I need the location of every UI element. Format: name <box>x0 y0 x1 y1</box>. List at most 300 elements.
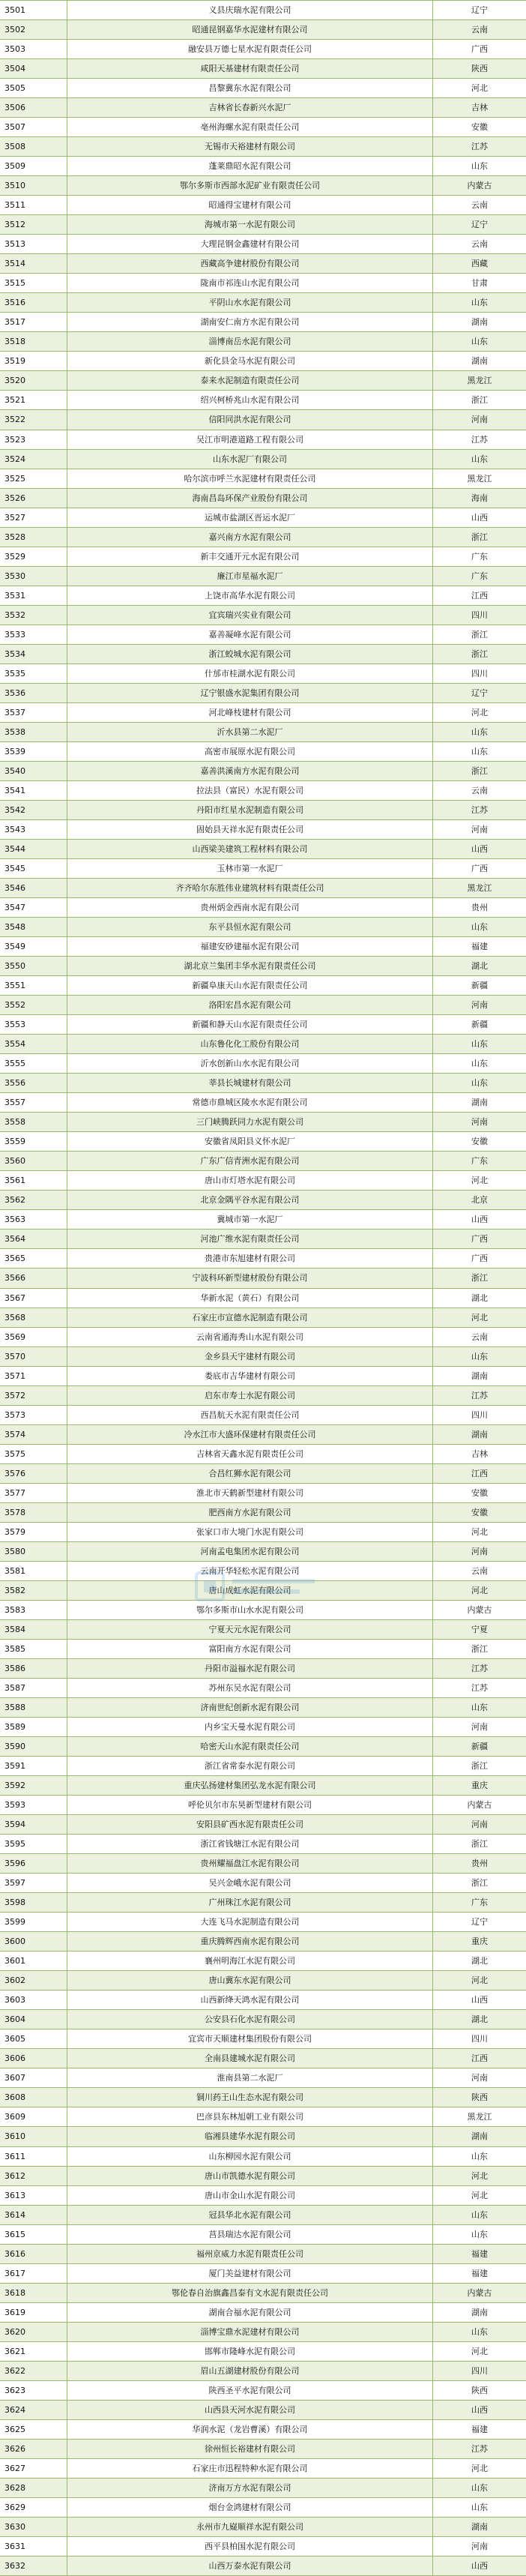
company-name: 无锡市天裕建材有限公司 <box>67 137 433 157</box>
row-number: 3585 <box>0 1640 67 1659</box>
row-number: 3622 <box>0 2362 67 2381</box>
company-name: 华新水泥（黄石）有限公司 <box>67 1289 433 1308</box>
row-number: 3572 <box>0 1386 67 1406</box>
province: 山西 <box>433 2401 526 2420</box>
row-number: 3528 <box>0 528 67 547</box>
company-name: 淄博宝鼎水泥建材有限公司 <box>67 2323 433 2342</box>
province: 浙江 <box>433 1874 526 1893</box>
province: 山西 <box>433 1210 526 1230</box>
company-name: 吴兴金峨水泥有限公司 <box>67 1874 433 1893</box>
province: 新疆 <box>433 1015 526 1035</box>
province: 湖南 <box>433 1093 526 1113</box>
province: 河北 <box>433 1581 526 1601</box>
province: 新疆 <box>433 976 526 996</box>
province: 河南 <box>433 2068 526 2088</box>
province: 山东 <box>433 2479 526 2498</box>
province: 湖北 <box>433 1289 526 1308</box>
province: 浙江 <box>433 1640 526 1659</box>
row-number: 3559 <box>0 1132 67 1152</box>
row-number: 3627 <box>0 2459 67 2479</box>
row-number: 3584 <box>0 1620 67 1640</box>
company-name: 襄州明海江水泥有限公司 <box>67 1951 433 1971</box>
company-name: 玉林市第一水泥厂 <box>67 859 433 879</box>
province: 广东 <box>433 1893 526 1913</box>
province: 甘肃 <box>433 274 526 293</box>
province: 陕西 <box>433 2381 526 2401</box>
province: 河南 <box>433 820 526 840</box>
province: 河北 <box>433 1171 526 1191</box>
province: 辽宁 <box>433 1 526 20</box>
company-name: 重庆弘扬建材集团弘龙水泥有限公司 <box>67 1776 433 1796</box>
company-name: 海城市第一水泥有限公司 <box>67 215 433 235</box>
province: 江苏 <box>433 1679 526 1698</box>
company-name: 昭通昆钢嘉华水泥建材有限公司 <box>67 20 433 40</box>
province: 山西 <box>433 1990 526 2010</box>
company-name: 陕西圣平水泥有限公司 <box>67 2381 433 2401</box>
company-name: 吉林省天鑫水泥有限责任公司 <box>67 1445 433 1464</box>
province: 湖南 <box>433 2518 526 2537</box>
province: 河北 <box>433 1971 526 1990</box>
company-name: 亳州海螺水泥有限责任公司 <box>67 118 433 137</box>
row-number: 3579 <box>0 1523 67 1542</box>
row-number: 3549 <box>0 937 67 957</box>
row-number: 3530 <box>0 567 67 586</box>
company-name: 山西万泰水泥有限公司 <box>67 2557 433 2576</box>
row-number: 3537 <box>0 703 67 723</box>
province: 广西 <box>433 1230 526 1249</box>
province: 江西 <box>433 1464 526 1484</box>
province: 重庆 <box>433 1932 526 1951</box>
province: 四川 <box>433 606 526 625</box>
province: 湖南 <box>433 1367 526 1386</box>
company-name: 丹阳市红星水泥制造有限公司 <box>67 801 433 820</box>
row-number: 3608 <box>0 2088 67 2107</box>
company-name: 海南昌岛环保产业股份有限公司 <box>67 489 433 508</box>
province: 浙江 <box>433 528 526 547</box>
row-number: 3595 <box>0 1835 67 1854</box>
company-name: 东平县恒水泥有限公司 <box>67 918 433 937</box>
province: 山东 <box>433 2498 526 2518</box>
province: 河南 <box>433 1542 526 1562</box>
row-number: 3531 <box>0 586 67 606</box>
province: 黑龙江 <box>433 469 526 489</box>
company-name: 临湘县建华水泥有限公司 <box>67 2127 433 2146</box>
company-name: 淮北市天鹤新型建材有限公司 <box>67 1484 433 1503</box>
row-number: 3600 <box>0 1932 67 1951</box>
province: 河北 <box>433 79 526 98</box>
province: 安徽 <box>433 118 526 137</box>
province: 山东 <box>433 1035 526 1054</box>
company-name: 河南孟电集团水泥有限公司 <box>67 1542 433 1562</box>
company-name: 什邡市桂湖水泥有限公司 <box>67 664 433 684</box>
province: 山东 <box>433 1074 526 1093</box>
company-name: 福建安砂建福水泥有限公司 <box>67 937 433 957</box>
province: 辽宁 <box>433 215 526 235</box>
company-name: 西昌航天水泥有限责任公司 <box>67 1406 433 1425</box>
row-number: 3619 <box>0 2303 67 2323</box>
row-number: 3610 <box>0 2127 67 2146</box>
province: 山东 <box>433 332 526 352</box>
row-number: 3623 <box>0 2381 67 2401</box>
row-number: 3605 <box>0 2029 67 2049</box>
province: 江西 <box>433 586 526 606</box>
row-number: 3554 <box>0 1035 67 1054</box>
row-number: 3512 <box>0 215 67 235</box>
company-name: 唐山市凯德水泥有限公司 <box>67 2167 433 2186</box>
province: 内蒙古 <box>433 2284 526 2303</box>
row-number: 3542 <box>0 801 67 820</box>
province: 吉林 <box>433 98 526 118</box>
row-number: 3532 <box>0 606 67 625</box>
company-name: 华润水泥（龙岩曹溪）有限公司 <box>67 2420 433 2440</box>
company-name: 山东柳园水泥有限公司 <box>67 2147 433 2167</box>
company-name: 嘉兴南方水泥有限公司 <box>67 528 433 547</box>
company-name: 济南万方水泥有限公司 <box>67 2479 433 2498</box>
province: 河北 <box>433 1308 526 1328</box>
row-number: 3624 <box>0 2401 67 2420</box>
company-name: 淮南县第二水泥厂 <box>67 2068 433 2088</box>
company-name: 信阳同洪水泥有限公司 <box>67 410 433 430</box>
province: 四川 <box>433 2362 526 2381</box>
company-name: 唐山冀东水泥有限公司 <box>67 1971 433 1990</box>
province: 广西 <box>433 40 526 59</box>
company-name: 安徽省凤阳县义怀水泥厂 <box>67 1132 433 1152</box>
company-name: 鄂尔多斯市山水水泥有限公司 <box>67 1601 433 1620</box>
company-name: 全南县建城水泥有限公司 <box>67 2049 433 2068</box>
company-name: 金乡县天宇建材有限公司 <box>67 1347 433 1367</box>
province: 内蒙古 <box>433 176 526 196</box>
row-number: 3604 <box>0 2010 67 2029</box>
row-number: 3606 <box>0 2049 67 2068</box>
row-number: 3509 <box>0 157 67 176</box>
province: 宁夏 <box>433 1620 526 1640</box>
company-name: 山西梁美建筑工程材料有限公司 <box>67 840 433 859</box>
row-number: 3596 <box>0 1854 67 1874</box>
row-number: 3589 <box>0 1718 67 1737</box>
province: 河南 <box>433 1815 526 1835</box>
row-number: 3541 <box>0 781 67 801</box>
company-name: 西平县柏国水泥有限公司 <box>67 2537 433 2557</box>
company-name: 哈尔滨市呼兰水泥建材有限责任公司 <box>67 469 433 489</box>
province: 河南 <box>433 1113 526 1132</box>
company-name: 浙江蛟城水泥有限公司 <box>67 645 433 664</box>
company-name: 新疆和静天山水泥有限责任公司 <box>67 1015 433 1035</box>
company-name: 绍兴柯桥兆山水泥有限公司 <box>67 391 433 410</box>
province: 浙江 <box>433 1757 526 1776</box>
province: 广西 <box>433 1249 526 1269</box>
row-number: 3594 <box>0 1815 67 1835</box>
company-name: 永州市九嶷顺祥水泥有限公司 <box>67 2518 433 2537</box>
province: 四川 <box>433 2029 526 2049</box>
row-number: 3539 <box>0 742 67 762</box>
company-name: 宜宾瑞兴实业有限公司 <box>67 606 433 625</box>
province: 内蒙古 <box>433 1601 526 1620</box>
province: 湖南 <box>433 1425 526 1445</box>
row-number: 3515 <box>0 274 67 293</box>
company-name: 济南世纪创新水泥有限公司 <box>67 1698 433 1718</box>
row-number: 3580 <box>0 1542 67 1562</box>
company-name: 石家庄市迅程特种水泥有限公司 <box>67 2459 433 2479</box>
row-number: 3611 <box>0 2147 67 2167</box>
company-name: 宁夏天元水泥有限公司 <box>67 1620 433 1640</box>
row-number: 3628 <box>0 2479 67 2498</box>
province: 四川 <box>433 664 526 684</box>
province: 河南 <box>433 2537 526 2557</box>
company-name: 冷水江市大盛环保建材有限责任公司 <box>67 1425 433 1445</box>
row-number: 3573 <box>0 1406 67 1425</box>
province: 黑龙江 <box>433 2107 526 2127</box>
province: 重庆 <box>433 1776 526 1796</box>
province: 江西 <box>433 2049 526 2068</box>
company-name: 冀城市第一水泥厂 <box>67 1210 433 1230</box>
company-name: 云南开华轻松水泥有限公司 <box>67 1562 433 1581</box>
province: 湖南 <box>433 352 526 371</box>
row-number: 3523 <box>0 430 67 450</box>
row-number: 3583 <box>0 1601 67 1620</box>
company-name: 大连飞马水泥制造有限公司 <box>67 1913 433 1932</box>
company-name: 合昌红狮水泥有限公司 <box>67 1464 433 1484</box>
company-name: 邯郸市隆峰水泥有限公司 <box>67 2342 433 2362</box>
company-name: 安阳县矿西水泥有限责任公司 <box>67 1815 433 1835</box>
province: 河北 <box>433 703 526 723</box>
province: 新疆 <box>433 1737 526 1757</box>
company-name: 铜川药王山生态水泥有限公司 <box>67 2088 433 2107</box>
company-name: 昭通得宝建材有限公司 <box>67 196 433 215</box>
company-name: 新丰交通开元水泥有限公司 <box>67 547 433 567</box>
company-name: 高密市展原水泥有限公司 <box>67 742 433 762</box>
company-name: 上饶市高华水泥有限公司 <box>67 586 433 606</box>
row-number: 3550 <box>0 957 67 976</box>
row-number: 3517 <box>0 313 67 332</box>
row-number: 3599 <box>0 1913 67 1932</box>
company-name: 河池广维水泥有限责任公司 <box>67 1230 433 1249</box>
province: 河南 <box>433 996 526 1015</box>
province: 河南 <box>433 1718 526 1737</box>
province: 四川 <box>433 1406 526 1425</box>
province: 西藏 <box>433 254 526 274</box>
province: 河北 <box>433 2167 526 2186</box>
company-name: 宜宾市天顺建材集团股份有限公司 <box>67 2029 433 2049</box>
row-number: 3616 <box>0 2245 67 2264</box>
row-number: 3618 <box>0 2284 67 2303</box>
row-number: 3615 <box>0 2225 67 2245</box>
province: 浙江 <box>433 1835 526 1854</box>
company-name: 齐齐哈尔东胜伟业建筑材料有限责任公司 <box>67 879 433 898</box>
company-name: 泰来水泥制造有限责任公司 <box>67 371 433 391</box>
row-number: 3553 <box>0 1015 67 1035</box>
row-number: 3620 <box>0 2323 67 2342</box>
province: 安徽 <box>433 1132 526 1152</box>
company-name: 内乡宝天曼水泥有限公司 <box>67 1718 433 1737</box>
company-name: 哈密天山水泥有限责任公司 <box>67 1737 433 1757</box>
row-number: 3625 <box>0 2420 67 2440</box>
province: 湖北 <box>433 1951 526 1971</box>
province: 广东 <box>433 567 526 586</box>
company-name: 蓬莱鼎昭水泥有限公司 <box>67 157 433 176</box>
company-name: 广州珠江水泥有限公司 <box>67 1893 433 1913</box>
row-number: 3593 <box>0 1796 67 1815</box>
row-number: 3567 <box>0 1289 67 1308</box>
row-number: 3525 <box>0 469 67 489</box>
company-name: 拉法县（富民）水泥有限公司 <box>67 781 433 801</box>
row-number: 3582 <box>0 1581 67 1601</box>
province: 云南 <box>433 196 526 215</box>
row-number: 3591 <box>0 1757 67 1776</box>
province: 湖北 <box>433 2010 526 2029</box>
row-number: 3581 <box>0 1562 67 1581</box>
row-number: 3603 <box>0 1990 67 2010</box>
province: 山东 <box>433 2147 526 2167</box>
company-name: 嘉善洪溪南方水泥有限公司 <box>67 762 433 781</box>
province: 浙江 <box>433 762 526 781</box>
row-number: 3504 <box>0 59 67 79</box>
province: 山东 <box>433 293 526 313</box>
province: 内蒙古 <box>433 1796 526 1815</box>
province: 山东 <box>433 723 526 742</box>
row-number: 3526 <box>0 489 67 508</box>
company-name: 山东水泥厂有限公司 <box>67 450 433 469</box>
company-name: 山西县天河水泥有限公司 <box>67 2401 433 2420</box>
row-number: 3630 <box>0 2518 67 2537</box>
company-name: 运城市盐湖区晋运水泥厂 <box>67 508 433 528</box>
row-number: 3577 <box>0 1484 67 1503</box>
row-number: 3544 <box>0 840 67 859</box>
company-name: 北京金隅平谷水泥有限公司 <box>67 1191 433 1210</box>
row-number: 3521 <box>0 391 67 410</box>
company-name: 沂水创新山水水泥有限公司 <box>67 1054 433 1074</box>
province: 山东 <box>433 1698 526 1718</box>
row-number: 3574 <box>0 1425 67 1445</box>
row-number: 3617 <box>0 2264 67 2284</box>
company-name: 湖北京兰集团丰华水泥有限责任公司 <box>67 957 433 976</box>
row-number: 3564 <box>0 1230 67 1249</box>
company-name: 鄂伦春自治旗鑫昌泰有文水泥有限责任公司 <box>67 2284 433 2303</box>
company-name: 三门峡腾跃同力水泥有限公司 <box>67 1113 433 1132</box>
province: 江苏 <box>433 1659 526 1679</box>
row-number: 3507 <box>0 118 67 137</box>
company-name: 福州京威力水泥有限责任公司 <box>67 2245 433 2264</box>
province: 浙江 <box>433 645 526 664</box>
province: 山东 <box>433 918 526 937</box>
company-name: 浙江省钱塘江水泥有限公司 <box>67 1835 433 1854</box>
company-name: 山西新绛天鸿水泥有限公司 <box>67 1990 433 2010</box>
row-number: 3535 <box>0 664 67 684</box>
province: 陕西 <box>433 2088 526 2107</box>
company-name: 冠县华北水泥有限公司 <box>67 2206 433 2225</box>
row-number: 3519 <box>0 352 67 371</box>
province: 贵州 <box>433 1854 526 1874</box>
row-number: 3547 <box>0 898 67 918</box>
company-name: 张家口市大境门水泥有限公司 <box>67 1523 433 1542</box>
row-number: 3540 <box>0 762 67 781</box>
province: 山东 <box>433 742 526 762</box>
province: 安徽 <box>433 1484 526 1503</box>
row-number: 3503 <box>0 40 67 59</box>
company-name: 公安县石化水泥有限公司 <box>67 2010 433 2029</box>
province: 湖南 <box>433 313 526 332</box>
province: 云南 <box>433 20 526 40</box>
company-name: 新疆阜康天山水泥有限责任公司 <box>67 976 433 996</box>
row-number: 3505 <box>0 79 67 98</box>
row-number: 3565 <box>0 1249 67 1269</box>
row-number: 3533 <box>0 625 67 645</box>
row-number: 3614 <box>0 2206 67 2225</box>
province: 山东 <box>433 2206 526 2225</box>
province: 吉林 <box>433 1445 526 1464</box>
province: 福建 <box>433 937 526 957</box>
province: 河北 <box>433 1523 526 1542</box>
company-name: 义县庆瑞水泥有限公司 <box>67 1 433 20</box>
row-number: 3612 <box>0 2167 67 2186</box>
province: 山东 <box>433 2323 526 2342</box>
company-name: 嘉善凝峰水泥有限公司 <box>67 625 433 645</box>
company-name: 吉林省长春新兴水泥厂 <box>67 98 433 118</box>
row-number: 3522 <box>0 410 67 430</box>
row-number: 3524 <box>0 450 67 469</box>
row-number: 3563 <box>0 1210 67 1230</box>
province: 辽宁 <box>433 684 526 703</box>
row-number: 3510 <box>0 176 67 196</box>
row-number: 3546 <box>0 879 67 898</box>
company-name: 唐山成虹水泥有限公司 <box>67 1581 433 1601</box>
province: 山东 <box>433 157 526 176</box>
row-number: 3629 <box>0 2498 67 2518</box>
row-number: 3586 <box>0 1659 67 1679</box>
row-number: 3566 <box>0 1269 67 1288</box>
row-number: 3551 <box>0 976 67 996</box>
row-number: 3534 <box>0 645 67 664</box>
province: 云南 <box>433 235 526 254</box>
province: 山东 <box>433 1347 526 1367</box>
row-number: 3548 <box>0 918 67 937</box>
province: 黑龙江 <box>433 879 526 898</box>
province: 云南 <box>433 1328 526 1347</box>
company-name: 平阴山水水泥有限公司 <box>67 293 433 313</box>
company-name: 娄底市吉华建材有限公司 <box>67 1367 433 1386</box>
row-number: 3506 <box>0 98 67 118</box>
province: 福建 <box>433 2420 526 2440</box>
province: 云南 <box>433 781 526 801</box>
row-number: 3607 <box>0 2068 67 2088</box>
company-name: 河北峰枝建材有限公司 <box>67 703 433 723</box>
company-name: 贵州耀福盘江水泥有限公司 <box>67 1854 433 1874</box>
company-name: 启东市寿士水泥有限公司 <box>67 1386 433 1406</box>
row-number: 3560 <box>0 1152 67 1171</box>
row-number: 3588 <box>0 1698 67 1718</box>
row-number: 3511 <box>0 196 67 215</box>
company-name: 浙江省常泰水泥有限公司 <box>67 1757 433 1776</box>
row-number: 3602 <box>0 1971 67 1990</box>
row-number: 3598 <box>0 1893 67 1913</box>
row-number: 3621 <box>0 2342 67 2362</box>
company-name: 唐山市金山水泥有限公司 <box>67 2186 433 2206</box>
company-name: 莒县瑞达水泥有限公司 <box>67 2225 433 2245</box>
row-number: 3590 <box>0 1737 67 1757</box>
province: 云南 <box>433 1562 526 1581</box>
row-number: 3518 <box>0 332 67 352</box>
row-number: 3631 <box>0 2537 67 2557</box>
row-number: 3552 <box>0 996 67 1015</box>
row-number: 3613 <box>0 2186 67 2206</box>
province: 浙江 <box>433 1269 526 1288</box>
company-name: 辽宁银盛水泥集团有限公司 <box>67 684 433 703</box>
company-name: 沂水县第二水泥厂 <box>67 723 433 742</box>
company-name: 淄博南岳水泥有限公司 <box>67 332 433 352</box>
row-number: 3508 <box>0 137 67 157</box>
province: 福建 <box>433 2264 526 2284</box>
row-number: 3570 <box>0 1347 67 1367</box>
company-name: 重庆腾辉西南水泥有限公司 <box>67 1932 433 1951</box>
